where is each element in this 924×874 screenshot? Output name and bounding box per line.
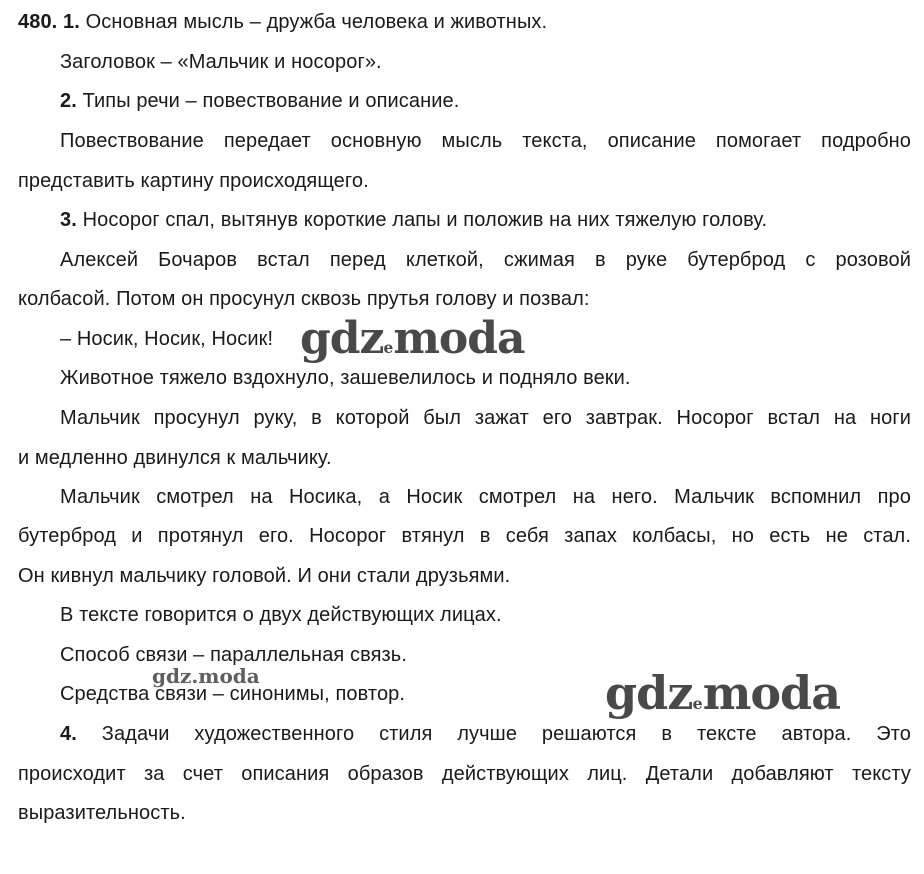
- paragraph-line: Повествование передает основную мысль текста, описание помогает подробно: [60, 130, 911, 152]
- item-3-text: Носорог спал, вытянув короткие лапы и положив на них тяжелую голову.: [82, 209, 768, 231]
- paragraph-line: Животное тяжело вздохнуло, зашевелилось и подняло веки.: [60, 367, 631, 389]
- title-line: Заголовок – «Мальчик и носорог».: [60, 51, 382, 73]
- item-number-2: 2.: [60, 90, 77, 112]
- watermark-part: gdz: [605, 666, 693, 720]
- paragraph-line: колбасой. Потом он просунул сквозь прутья голову и позвал:: [18, 288, 590, 310]
- paragraph-line: Мальчик смотрел на Носика, а Носик смотрел на него. Мальчик вспомнил про: [60, 486, 911, 508]
- exercise-number: 480.: [18, 11, 58, 33]
- paragraph-line: Алексей Бочаров встал перед клеткой, сжимая в руке бутерброд с розовой: [60, 249, 911, 271]
- paragraph-line: Способ связи – параллельная связь.: [60, 644, 407, 666]
- speech-types-text: Типы речи – повествование и описание.: [82, 90, 460, 112]
- paragraph-line: Средства связи – синонимы, повтор.: [60, 683, 406, 705]
- paragraph-line: происходит за счет описания образов действующих лиц. Детали добавляют тексту: [18, 763, 911, 785]
- item-4-line: [60, 722, 911, 746]
- speech-types-line: [60, 89, 459, 113]
- paragraph-line: бутерброд и протянул его. Носорог втянул в себя запах колбасы, но есть не стал.: [18, 525, 911, 547]
- item-number-4: 4.: [60, 723, 77, 745]
- watermark-dot: e: [383, 339, 394, 357]
- watermark-part: moda: [702, 666, 841, 720]
- exercise-heading-line: [18, 10, 547, 34]
- watermark-logo: [605, 666, 840, 720]
- paragraph-line: Он кивнул мальчику головой. И они стали друзьями.: [18, 565, 511, 587]
- paragraph-line: выразительность.: [18, 802, 186, 824]
- paragraph-line: В тексте говорится о двух действующих лицах.: [60, 604, 502, 626]
- item-number-1: 1.: [63, 11, 80, 33]
- item-3-line: [60, 208, 767, 232]
- watermark-part: gdz: [300, 313, 384, 364]
- paragraph-line: и медленно двинулся к мальчику.: [18, 447, 332, 469]
- item-number-3: 3.: [60, 209, 77, 231]
- watermark-logo: [300, 313, 525, 364]
- item-4-text: Задачи художественного стиля лучше решаются в тексте автора. Это: [101, 723, 911, 745]
- dialogue-line: – Носик, Носик, Носик!: [60, 328, 274, 350]
- main-idea-text: Основная мысль – дружба человека и животных.: [85, 11, 548, 33]
- paragraph-line: Мальчик просунул руку, в которой был зажат его завтрак. Носорог встал на ноги: [60, 407, 911, 429]
- watermark-dot: e: [692, 694, 703, 713]
- watermark-part: moda: [393, 313, 525, 364]
- paragraph-line: представить картину происходящего.: [18, 170, 369, 192]
- watermark-logo-small: gdz.moda: [152, 664, 260, 688]
